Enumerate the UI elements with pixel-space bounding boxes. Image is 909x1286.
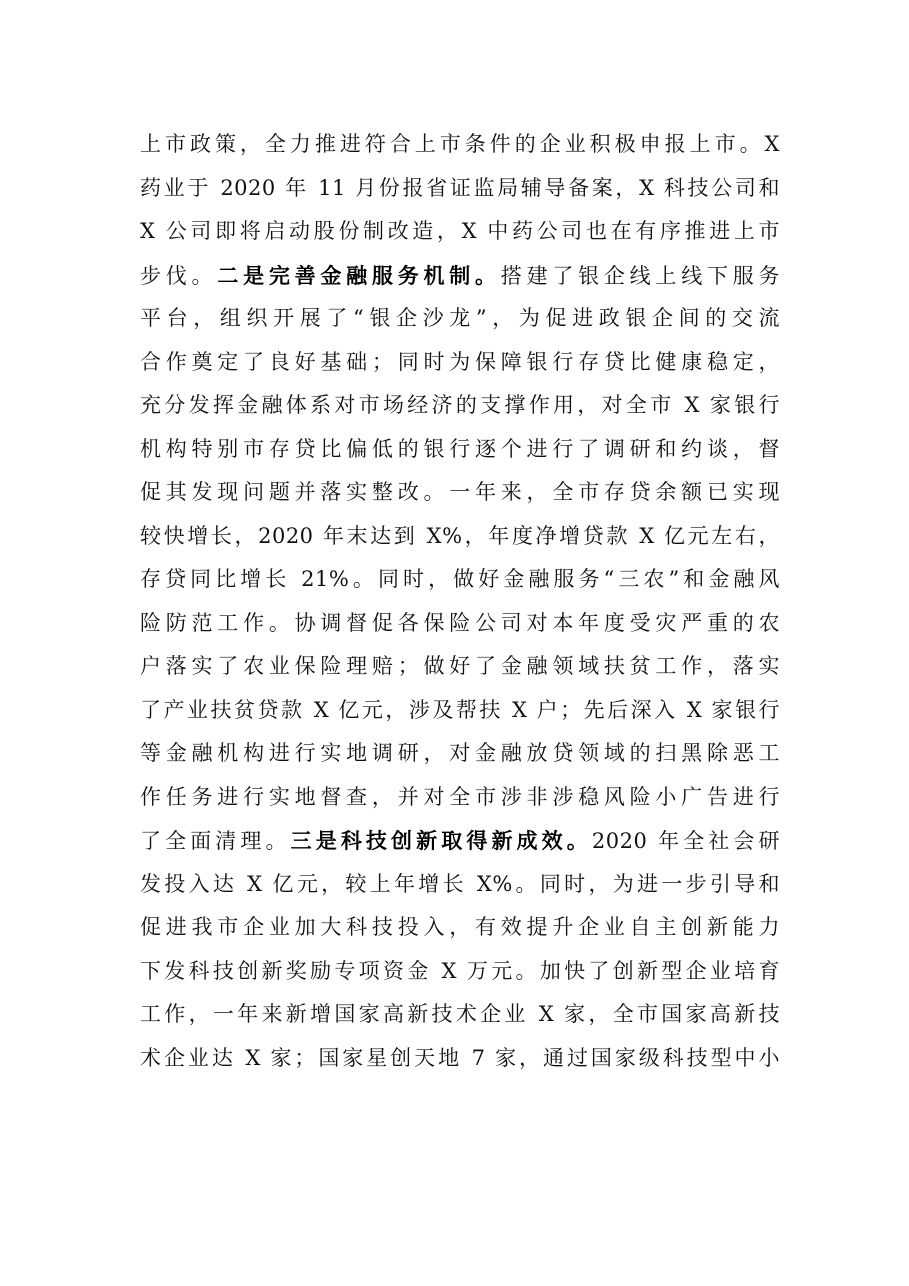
text-line bbox=[140, 254, 780, 298]
text-line bbox=[140, 167, 780, 211]
text-line bbox=[140, 993, 780, 1037]
body-text: 药业于 2020 年 11 月份报省证监局辅导备案，X 科技公司和 bbox=[140, 175, 780, 200]
text-line bbox=[140, 689, 780, 733]
body-text: 术企业达 X 家；国家星创天地 7 家，通过国家级科技型中小 bbox=[140, 1045, 780, 1070]
body-text: 平台，组织开展了“银企沙龙”，为促进政银企间的交流 bbox=[140, 306, 780, 330]
text-line bbox=[140, 297, 780, 341]
body-text: 存贷同比增长 21%。同时，做好金融服务“三农”和金融风 bbox=[140, 567, 780, 591]
text-line bbox=[140, 863, 780, 907]
body-text: 步伐。 bbox=[140, 263, 218, 288]
text-line bbox=[140, 384, 780, 428]
body-text: X 公司即将启动股份制改造，X 中药公司也在有序推进上市 bbox=[140, 219, 780, 243]
text-line bbox=[140, 819, 780, 863]
body-text: 险防范工作。协调督促各保险公司对本年度受灾严重的农 bbox=[140, 610, 780, 635]
text-line bbox=[140, 645, 780, 689]
body-text: 发投入达 X 亿元，较上年增长 X%。同时，为进一步引导和 bbox=[140, 871, 780, 896]
body-text: 合作奠定了良好基础；同时为保障银行存贷比健康稳定， bbox=[140, 349, 780, 374]
body-text: 户落实了农业保险理赔；做好了金融领域扶贫工作，落实 bbox=[140, 654, 780, 678]
text-line bbox=[140, 471, 780, 515]
text-line bbox=[140, 906, 780, 950]
text-line bbox=[140, 123, 780, 167]
body-text: 等金融机构进行实地调研，对金融放贷领域的扫黑除恶工 bbox=[140, 741, 780, 765]
bold-heading-text: 三是科技创新取得新成效。 bbox=[290, 828, 592, 853]
body-text: 了产业扶贫贷款 X 亿元，涉及帮扶 X 户；先后深入 X 家银行 bbox=[140, 697, 780, 722]
body-text: 促进我市企业加大科技投入，有效提升企业自主创新能力 bbox=[140, 915, 780, 939]
text-line bbox=[140, 515, 780, 559]
body-text: 2020 年全社会研 bbox=[591, 829, 781, 853]
body-text: 充分发挥金融体系对市场经济的支撑作用，对全市 X 家银行 bbox=[140, 393, 780, 417]
body-paragraph bbox=[140, 123, 780, 1080]
text-line bbox=[140, 210, 780, 254]
body-text: 搭建了银企线上线下服务 bbox=[500, 263, 781, 288]
text-line bbox=[140, 776, 780, 820]
text-line bbox=[140, 1037, 780, 1081]
bold-heading-text: 二是完善金融服务机制。 bbox=[217, 262, 501, 288]
body-text: 工作，一年来新增国家高新技术企业 X 家，全市国家高新技 bbox=[140, 1002, 780, 1026]
body-text: 促其发现问题并落实整改。一年来，全市存贷余额已实现 bbox=[140, 480, 780, 504]
body-text: 上市政策，全力推进符合上市条件的企业积极申报上市。X bbox=[140, 132, 780, 156]
body-text: 较快增长，2020 年末达到 X%，年度净增贷款 X 亿元左右， bbox=[140, 523, 780, 548]
text-line bbox=[140, 341, 780, 385]
text-line bbox=[140, 602, 780, 646]
text-line bbox=[140, 950, 780, 994]
body-text: 作任务进行实地督查，并对全市涉非涉稳风险小广告进行 bbox=[140, 784, 780, 809]
body-text: 了全面清理。 bbox=[140, 829, 291, 853]
text-line bbox=[140, 732, 780, 776]
body-text: 机构特别市存贷比偏低的银行逐个进行了调研和约谈，督 bbox=[140, 436, 780, 461]
text-line bbox=[140, 428, 780, 472]
body-text: 下发科技创新奖励专项资金 X 万元。加快了创新型企业培育 bbox=[140, 958, 780, 983]
text-line bbox=[140, 558, 780, 602]
